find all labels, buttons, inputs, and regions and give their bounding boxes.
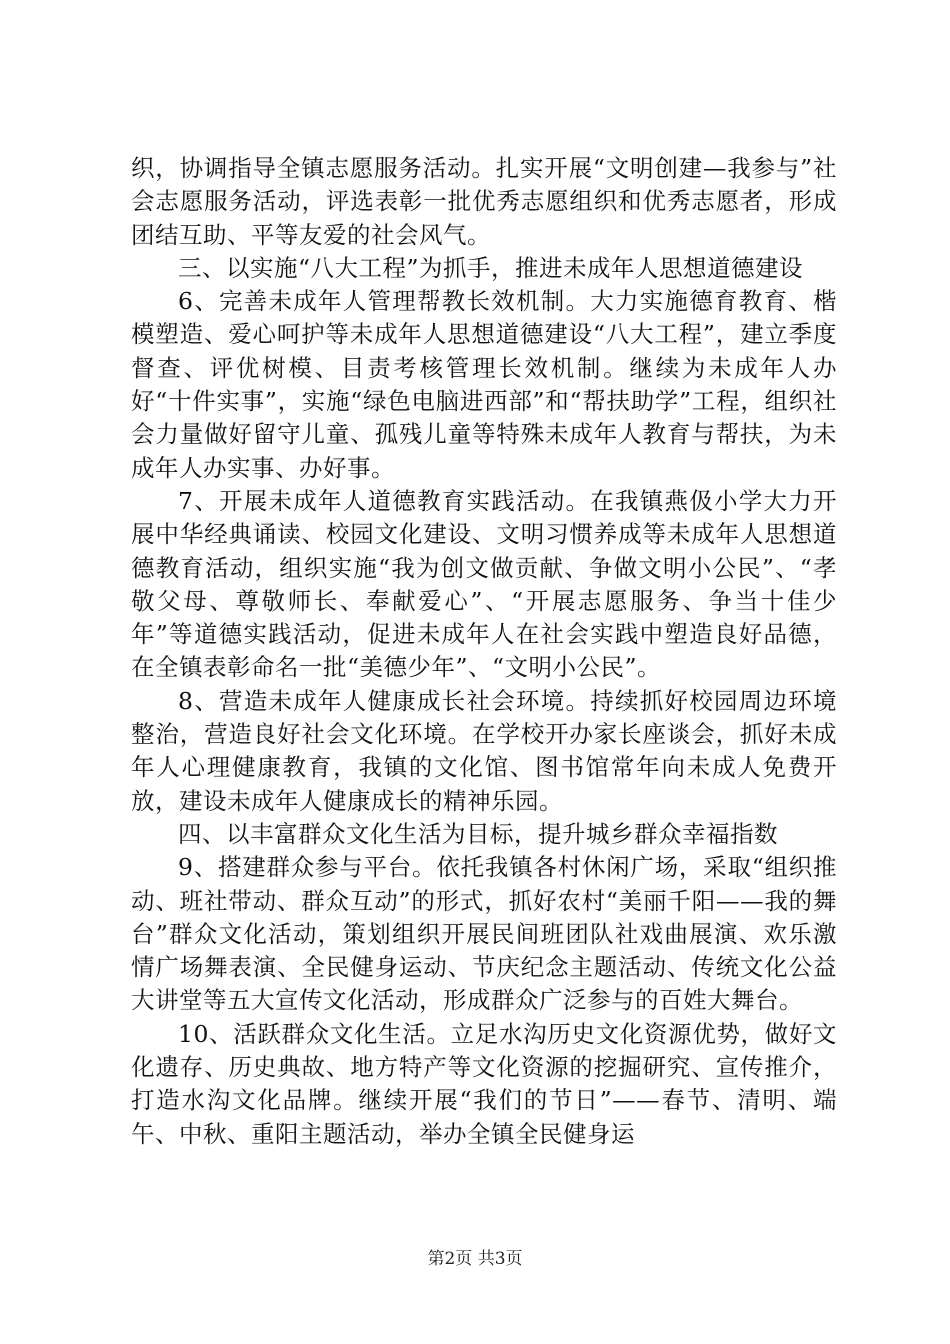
section-heading-3: 三、以实施“八大工程”为抓手，推进未成年人思想道德建设 (178, 253, 804, 282)
paragraph-item-6: 6、完善未成年人管理帮教长效机制。大力实施德育教育、楷模塑造、爱心呵护等未成年人思想道德建设“八大工程”，建立季度督查、评优树模、目责考核管理长效机制。继续为未成年人办好“十件实事”，实施“绿色电脑进西部”和“帮扶助学”工程，组织社会力量做好留守儿童、孤残儿童等特殊未成年人教育与帮扶，为未成年人办实事、办好事。 (131, 287, 837, 482)
document-body (131, 152, 837, 1151)
paragraph-item-9: 9、搭建群众参与平台。依托我镇各村休闲广场，采取“组织推动、班社带动、群众互动”的形式，抓好农村“美丽千阳——我的舞台”群众文化活动，策划组织开展民间班团队社戏曲展演、欢乐激情广场舞表演、全民健身运动、节庆纪念主题活动、传统文化公益大讲堂等五大宣传文化活动，形成群众广泛参与的百姓大舞台。 (131, 853, 837, 1015)
page-number-footer: 第2页 共3页 (427, 1249, 523, 1269)
paragraph-item-8: 8、营造未成年人健康成长社会环境。持续抓好校园周边环境整治，营造良好社会文化环境。在学校开办家长座谈会，抓好未成年人心理健康教育，我镇的文化馆、图书馆常年向未成人免费开放，建设未成年人健康成长的精神乐园。 (131, 686, 837, 815)
paragraph-item-10: 10、活跃群众文化生活。立足水沟历史文化资源优势，做好文化遗存、历史典故、地方特产等文化资源的挖掘研究、宣传推介，打造水沟文化品牌。继续开展“我们的节日”——春节、清明、端午、中秋、重阳主题活动，举办全镇全民健身运 (131, 1019, 837, 1148)
paragraph-continuation: 织，协调指导全镇志愿服务活动。扎实开展“文明创建—我参与”社会志愿服务活动，评选表彰一批优秀志愿组织和优秀志愿者，形成团结互助、平等友爱的社会风气。 (131, 154, 837, 249)
paragraph-item-7: 7、开展未成年人道德教育实践活动。在我镇燕伋小学大力开展中华经典诵读、校园文化建设、文明习惯养成等未成年人思想道德教育活动，组织实施“我为创文做贡献、争做文明小公民”、“孝敬父母、尊敬师长、奉献爱心”、“开展志愿服务、争当十佳少年”等道德实践活动，促进未成年人在社会实践中塑造良好品德，在全镇表彰命名一批“美德少年”、“文明小公民”。 (131, 486, 837, 682)
section-heading-4: 四、以丰富群众文化生活为目标，提升城乡群众幸福指数 (178, 819, 778, 848)
